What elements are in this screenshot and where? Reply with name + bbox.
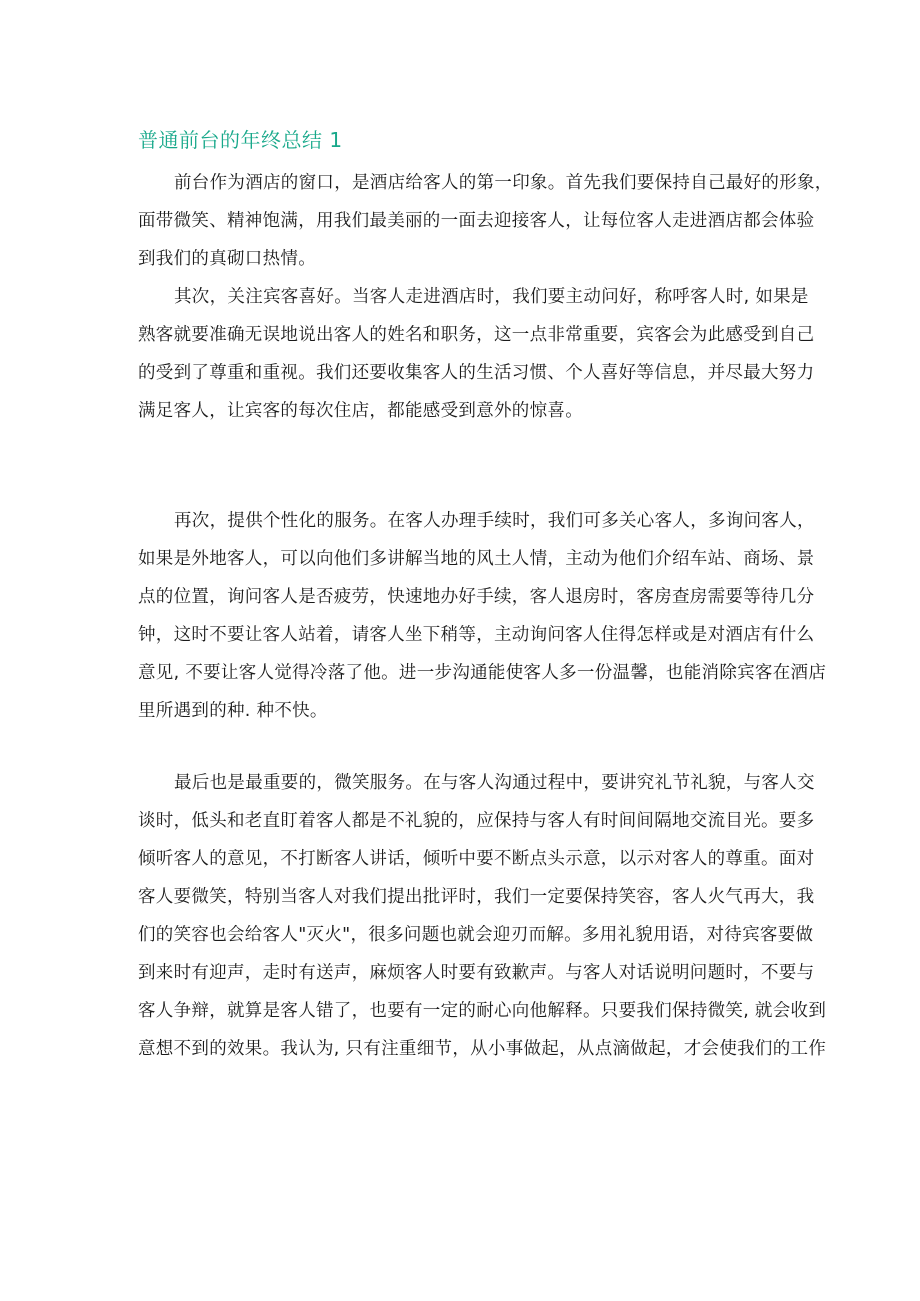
paragraph-line: 前台作为酒店的窗口，是酒店给客人的第一印象。首先我们要保持自己最好的形象， bbox=[174, 173, 833, 193]
paragraph-line: 意想不到的效果。我认为, 只有注重细节，从小事做起，从点滴做起，才会使我们的工作 bbox=[138, 1039, 827, 1059]
paragraph-line: 面带微笑、精神饱满，用我们最美丽的一面去迎接客人，让每位客人走进酒店都会体验 bbox=[138, 211, 815, 231]
paragraph-line: 到我们的真砌口热情。 bbox=[138, 249, 316, 269]
document-title: 普通前台的年终总结 1 bbox=[138, 128, 343, 152]
paragraph-line: 的受到了尊重和重视。我们还要收集客人的生活习惯、个人喜好等信息，并尽最大努力 bbox=[138, 363, 815, 383]
paragraph-line: 到来时有迎声，走时有送声，麻烦客人时要有致歉声。与客人对话说明问题时，不要与 bbox=[138, 963, 815, 983]
paragraph-line: 意见, 不要让客人觉得冷落了他。进一步沟通能使客人多一份温馨，也能消除宾客在酒店 bbox=[138, 663, 827, 683]
paragraph-3 bbox=[138, 502, 826, 730]
paragraph-1 bbox=[138, 164, 833, 278]
paragraph-line: 其次，关注宾客喜好。当客人走进酒店时，我们要主动问好，称呼客人时, 如果是 bbox=[174, 287, 809, 307]
paragraph-line: 倾听客人的意见，不打断客人讲话，倾听中要不断点头示意，以示对客人的尊重。面对 bbox=[138, 849, 815, 869]
paragraph-line: 最后也是最重要的，微笑服务。在与客人沟通过程中，要讲究礼节礼貌，与客人交 bbox=[174, 773, 815, 793]
paragraph-line: 谈时，低头和老直盯着客人都是不礼貌的，应保持与客人有时间间隔地交流目光。要多 bbox=[138, 811, 815, 831]
paragraph-line: 熟客就要准确无误地说出客人的姓名和职务，这一点非常重要，宾客会为此感受到自己 bbox=[138, 325, 815, 345]
paragraph-line: 钟，这时不要让客人站着，请客人坐下稍等，主动询问客人住得怎样或是对酒店有什么 bbox=[138, 625, 815, 645]
paragraph-line: 如果是外地客人，可以向他们多讲解当地的风土人情，主动为他们介绍车站、商场、景 bbox=[138, 549, 815, 569]
paragraph-line: 满足客人，让宾客的每次住店，都能感受到意外的惊喜。 bbox=[138, 401, 583, 421]
paragraph-line: 点的位置，询问客人是否疲劳，快速地办好手续，客人退房时，客房查房需要等待几分 bbox=[138, 587, 815, 607]
paragraph-line: 再次，提供个性化的服务。在客人办理手续时，我们可多关心客人，多询问客人， bbox=[174, 511, 815, 531]
paragraph-line: 们的笑容也会给客人"灭火"，很多问题也就会迎刃而解。多用礼貌用语，对待宾客要做 bbox=[138, 925, 814, 945]
paragraph-line: 客人要微笑，特别当客人对我们提出批评时，我们一定要保持笑容，客人火气再大，我 bbox=[138, 887, 815, 907]
paragraph-line: 客人争辩，就算是客人错了，也要有一定的耐心向他解释。只要我们保持微笑, 就会收到 bbox=[138, 1001, 827, 1021]
paragraph-4 bbox=[138, 764, 826, 1068]
paragraph-line: 里所遇到的种. 种不快。 bbox=[138, 701, 328, 721]
paragraph-2 bbox=[138, 278, 814, 430]
